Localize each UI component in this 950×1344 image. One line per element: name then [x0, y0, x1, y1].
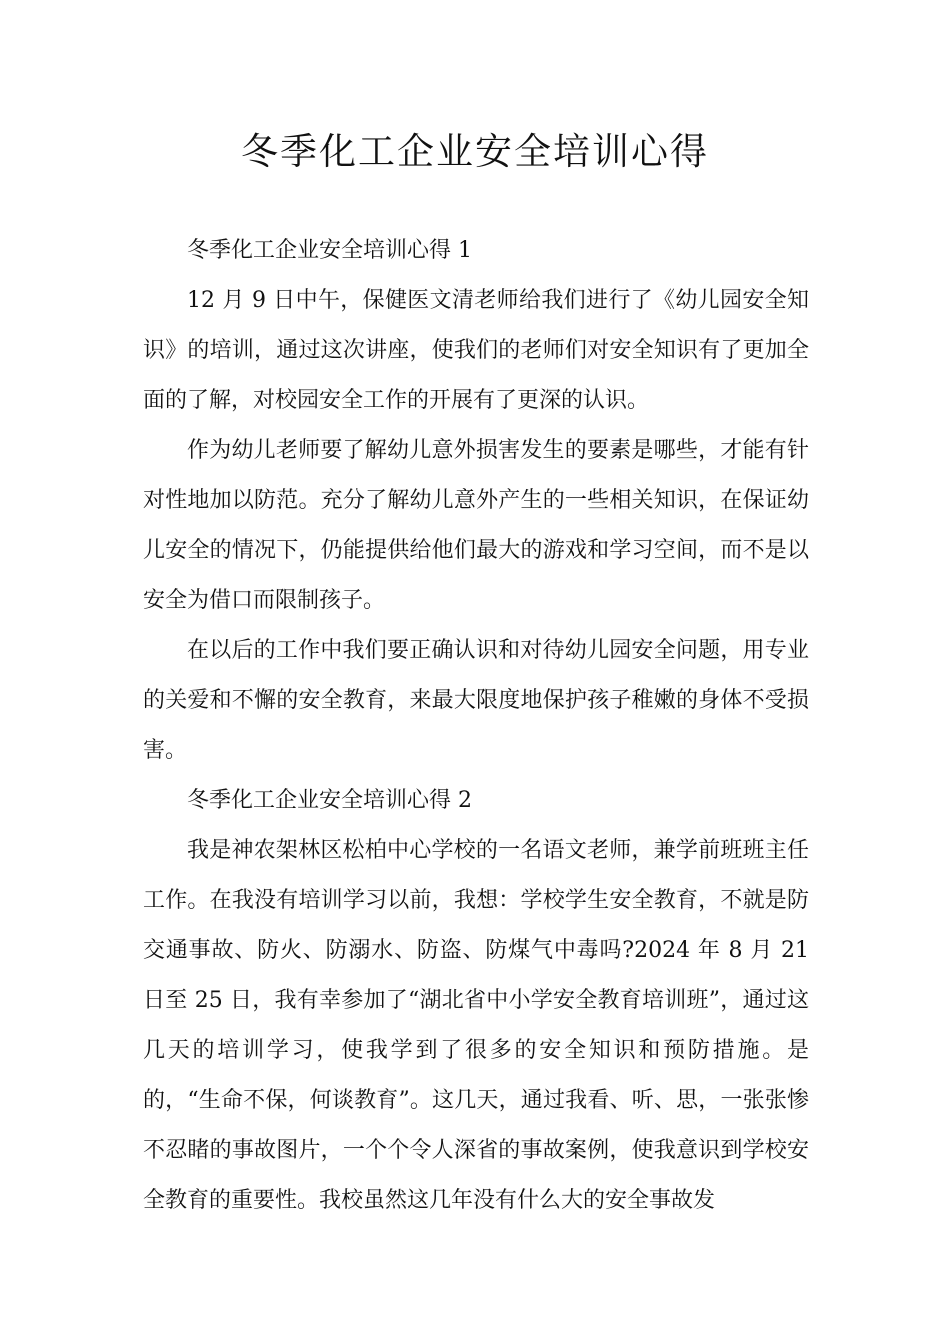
paragraph: 我是神农架林区松柏中心学校的一名语文老师，兼学前班班主任工作。在我没有培训学习以前，我想：学校学生安全教育，不就是防交通事故、防火、防溺水、防盗、防煤气中毒吗?2024 年 8 月 21 日至 25 日，我有幸参加了“湖北省中小学安全教育培训班”，通过这几天的培训学习，使我学到了很多的安全知识和预防措施。是的，“生命不保，何谈教育”。这几天，通过我看、听、思，一张张惨不忍睹的事故图片，一个个令人深省的事故案例，使我意识到学校安全教育的重要性。我校虽然这几年没有什么大的安全事故发	[143, 838, 809, 1213]
paragraph: 12 月 9 日中午，保健医文清老师给我们进行了《幼儿园安全知识》的培训，通过这次讲座，使我们的老师们对安全知识有了更加全面的了解，对校园安全工作的开展有了更深的认识。	[143, 288, 809, 413]
document-title: 冬季化工企业安全培训心得	[241, 130, 709, 173]
paragraph: 在以后的工作中我们要正确认识和对待幼儿园安全问题，用专业的关爱和不懈的安全教育，来最大限度地保护孩子稚嫩的身体不受损害。	[143, 638, 809, 763]
document-body	[143, 226, 809, 1226]
paragraph: 作为幼儿老师要了解幼儿意外损害发生的要素是哪些，才能有针对性地加以防范。充分了解幼儿意外产生的一些相关知识，在保证幼儿安全的情况下，仍能提供给他们最大的游戏和学习空间，而不是以安全为借口而限制孩子。	[143, 438, 809, 613]
section-heading-1: 冬季化工企业安全培训心得 1	[187, 238, 472, 263]
section-heading-2: 冬季化工企业安全培训心得 2	[187, 788, 472, 813]
